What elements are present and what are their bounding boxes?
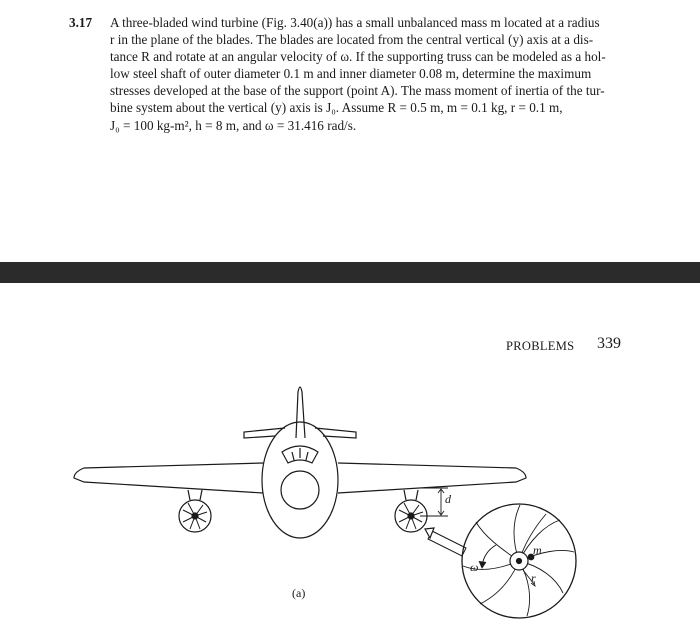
- problem-line-6: bine system about the vertical (y) axis is J₀. Assume R = 0.5 m, m = 0.1 kg, r = 0.1 m,: [110, 100, 563, 116]
- pylon-right: [404, 490, 418, 500]
- problem-number: 3.17: [69, 15, 93, 30]
- figure-caption: (a): [292, 586, 306, 600]
- enlarged-turbine: [462, 504, 576, 618]
- problem-line-5: stresses developed at the base of the support (point A). The mass moment of inertia of the tur-: [110, 83, 605, 99]
- nose-intake: [281, 471, 319, 509]
- label-r: r: [531, 571, 536, 585]
- horizontal-stabilizer-left: [244, 428, 285, 438]
- wing-left: [74, 463, 263, 493]
- wing-right: [338, 463, 526, 493]
- problem-line-3: tance R and rotate at an angular velocity of ω. If the supporting truss can be modeled as a hol-: [110, 49, 606, 65]
- running-head: PROBLEMS: [506, 339, 575, 353]
- problem-line-1: A three-bladed wind turbine (Fig. 3.40(a)) has a small unbalanced mass m located at a radius: [110, 15, 600, 30]
- pylon-left: [188, 490, 202, 500]
- label-omega: ω: [470, 560, 479, 574]
- upper-page: [0, 0, 700, 262]
- label-m: m: [533, 543, 542, 557]
- fuselage: [262, 422, 338, 538]
- page-divider: [0, 262, 700, 283]
- engine-left: [179, 500, 211, 532]
- problem-3-17: [69, 14, 625, 134]
- label-d: d: [445, 492, 451, 506]
- lower-page: [0, 283, 700, 626]
- problem-line-4: low steel shaft of outer diameter 0.1 m and inner diameter 0.08 m, determine the maximum: [110, 66, 592, 82]
- problem-line-2: r in the plane of the blades. The blades are located from the central vertical (y) axis at a dis-: [110, 32, 594, 48]
- airplane-figure: [0, 283, 700, 626]
- problem-line-7: J₀ = 100 kg-m², h = 8 m, and ω = 31.416 rad/s.: [110, 117, 357, 133]
- zoom-arrow: [428, 531, 466, 556]
- tail-fin: [296, 387, 305, 438]
- page-number: 339: [597, 335, 621, 352]
- horizontal-stabilizer-right: [315, 428, 356, 438]
